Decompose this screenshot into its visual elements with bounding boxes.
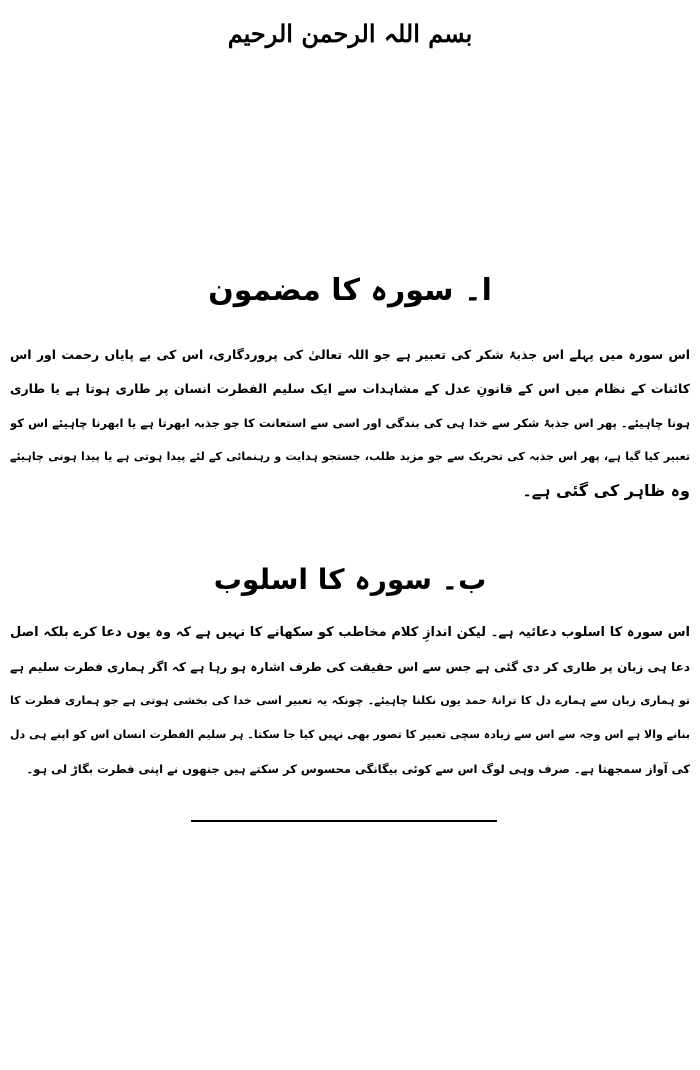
paragraph-line: کی آواز سمجھتا ہے۔ صرف وہی لوگ اس سے کوئی بیگانگی محسوس کر سکتے ہیں جنھوں نے اپنی فطرت بگاڑ لی ہو۔ xyxy=(26,762,690,776)
bismillah-calligraphy: بسم اللہ الرحمن الرحیم xyxy=(227,19,473,48)
section-heading-subject: ا۔ سورہ کا مضمون xyxy=(208,273,492,308)
paragraph-style xyxy=(10,616,690,786)
paragraph-line: اس سورہ میں پہلے اس جذبۂ شکر کی تعبیر ہے جو اللہ تعالیٰ کی پروردگاری، اس کی بے پایاں رحمت اور اس xyxy=(10,347,690,362)
section-divider xyxy=(191,820,497,822)
paragraph-line: تعبیر کیا گیا ہے، پھر اس جذبہ کی تحریک سے جو مزید طلب، جستجو ہدایت و رہنمائی کے لئے پیدا ہوتی ہے یا پیدا ہونی چاہیئے xyxy=(10,450,690,463)
paragraph-line: ہونا چاہیئے۔ پھر اس جذبۂ شکر سے خدا ہی کی بندگی اور اسی سے استعانت کا جو جذبہ ابھرتا ہے یا ابھرنا چاہیئے اس کو xyxy=(10,416,690,430)
paragraph-line: کائنات کے نظام میں اس کے قانونِ عدل کے مشاہدات سے ایک سلیم الفطرت انسان پر طاری ہوتا ہے یا طاری xyxy=(10,381,690,396)
paragraph-line: وہ ظاہر کی گئی ہے۔ xyxy=(522,481,690,500)
section-heading-style: ب۔ سورہ کا اسلوب xyxy=(213,563,487,596)
paragraph-subject xyxy=(10,338,690,508)
paragraph-line: دعا ہی زبان پر طاری کر دی گئی ہے جس سے اس حقیقت کی طرف اشارہ ہو رہا ہے کہ اگر ہماری فطرت سلیم ہے xyxy=(10,660,690,674)
paragraph-line: تو ہماری زبان سے ہمارے دل کا ترانۂ حمد یوں نکلنا چاہیئے۔ چونکہ یہ تعبیر اسی خدا کی بخشی ہوتی ہے جو ہماری فطرت کا xyxy=(10,694,690,707)
paragraph-line: بنانے والا ہے اس وجہ سے اس سے زیادہ سچی تعبیر کا تصور بھی نہیں کیا جا سکتا۔ ہر سلیم الفطرت انسان اس کو اپنے ہی دل xyxy=(10,728,690,741)
paragraph-line: اس سورہ کا اسلوب دعائیہ ہے۔ لیکن اندازِ کلام مخاطب کو سکھانے کا نہیں ہے کہ وہ یوں دعا کرے بلکہ اصل xyxy=(10,625,690,640)
